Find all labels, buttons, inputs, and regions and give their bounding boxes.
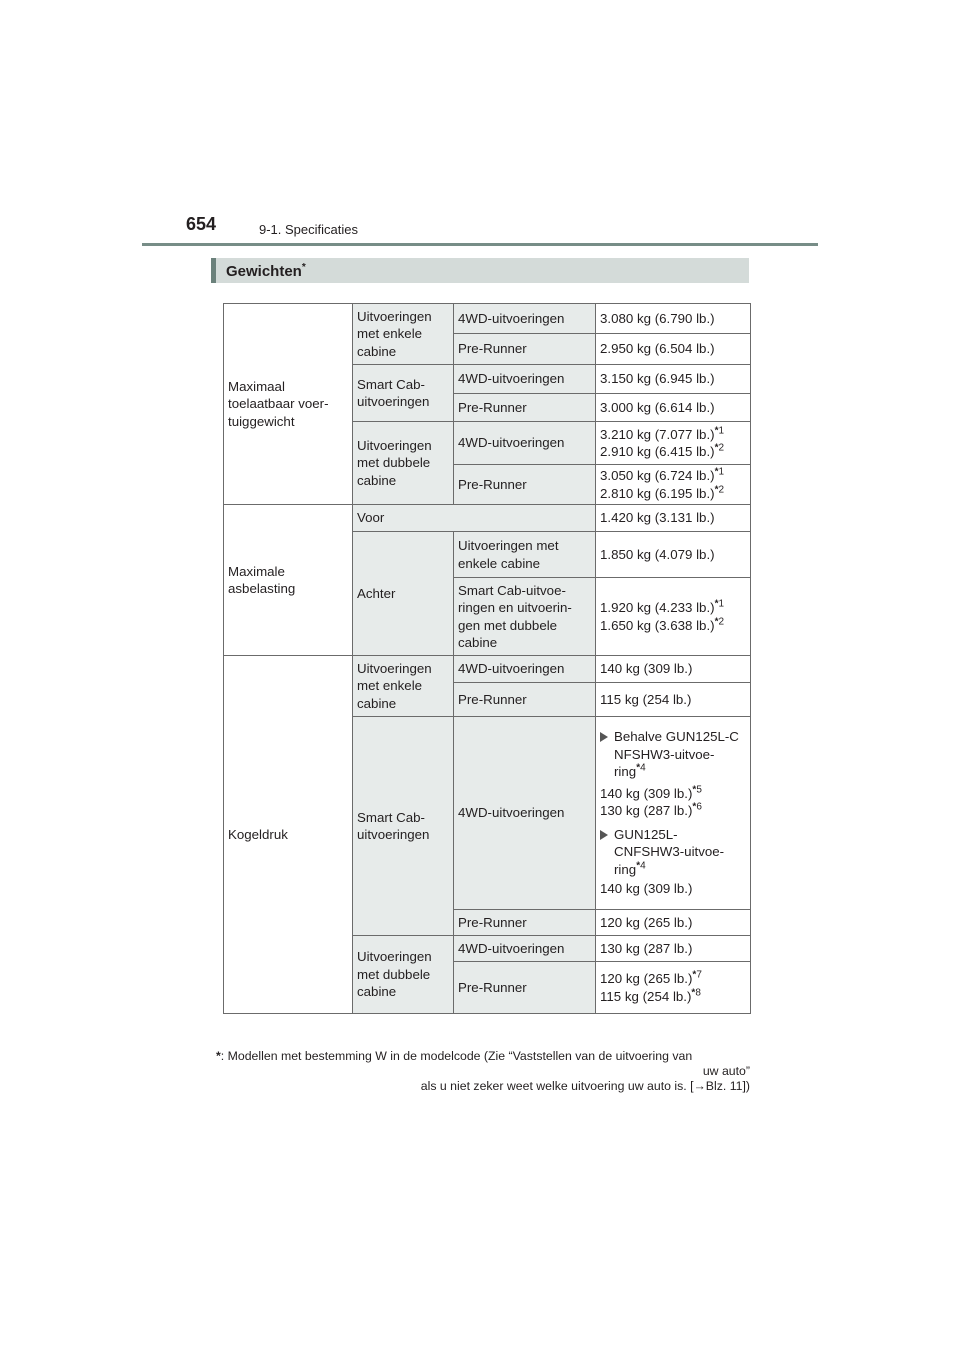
table-cell: 120 kg (265 lb.)$^{*7}$ 115 kg (254 lb.)$^{*8}$ <box>596 962 751 1014</box>
table-cell: 3.210 kg (7.077 lb.)$^{*1}$ 2.910 kg (6.415 lb.)$^{*2}$ <box>596 422 751 465</box>
list-item: Behalve GUN125L-C NFSHW3-uitvoe-ring$^{*4}$ <box>600 728 746 781</box>
page-number: 654 <box>186 214 217 234</box>
table-cell: 4WD-uitvoeringen <box>454 422 596 465</box>
tongue-double-cab: Uitvoeringen met dubbele cabine <box>353 936 454 1014</box>
table-cell: Uitvoeringen met enkele cabine <box>454 532 596 578</box>
table-cell: 1.850 kg (4.079 lb.) <box>596 532 751 578</box>
table-cell: Pre-Runner <box>454 683 596 717</box>
table-cell: 4WD-uitvoeringen <box>454 717 596 910</box>
section-heading <box>211 258 749 283</box>
table-cell: Behalve GUN125L-C NFSHW3-uitvoe-ring$^{*4}$ 140 kg (309 lb.)$^{*5}$ 130 kg (287 lb.)$^{*6}$ GUN125L-CNFSHW3-uitvoe-ring$^{*4}$ 140 kg (309 lb.) <box>596 717 751 910</box>
table-cell: 1.420 kg (3.131 lb.) <box>596 505 751 532</box>
table-cell: 140 kg (309 lb.) <box>596 656 751 683</box>
table-cell: 2.950 kg (6.504 lb.) <box>596 334 751 365</box>
tongue-label: Kogeldruk <box>224 656 353 1014</box>
table-cell: 4WD-uitvoeringen <box>454 936 596 962</box>
table-cell: 3.150 kg (6.945 lb.) <box>596 365 751 394</box>
weights-table <box>223 303 751 1014</box>
asterisk-mark: * <box>216 1049 221 1063</box>
section-title: Gewichten* <box>226 262 306 280</box>
table-cell: Pre-Runner <box>454 465 596 505</box>
axle-rear: Achter <box>353 532 454 656</box>
list-item: GUN125L-CNFSHW3-uitvoe-ring$^{*4}$ <box>600 826 746 879</box>
gvw-smart-cab: Smart Cab-uitvoeringen <box>353 365 454 422</box>
table-cell: 4WD-uitvoeringen <box>454 656 596 683</box>
table-cell: Smart Cab-uitvoe-ringen en uitvoerin-gen met dubbele cabine <box>454 578 596 656</box>
table-cell: 1.920 kg (4.233 lb.)$^{*1}$ 1.650 kg (3.638 lb.)$^{*2}$ <box>596 578 751 656</box>
table-cell: Pre-Runner <box>454 910 596 936</box>
tongue-smart-cab: Smart Cab-uitvoeringen <box>353 717 454 936</box>
footnote: *: Modellen met bestemming W in de modelcode (Zie “Vaststellen van de uitvoering van uw auto” als u niet zeker weet welke uitvoering uw auto is. [→Blz. 11]) <box>216 1049 750 1093</box>
section-label: 9-1. Specificaties <box>259 222 358 237</box>
table-cell: 3.050 kg (6.724 lb.)$^{*1}$ 2.810 kg (6.195 lb.)$^{*2}$ <box>596 465 751 505</box>
table-cell: Pre-Runner <box>454 334 596 365</box>
tongue-single-cab: Uitvoeringen met enkele cabine <box>353 656 454 717</box>
table-cell: 4WD-uitvoeringen <box>454 365 596 394</box>
table-cell: 3.080 kg (6.790 lb.) <box>596 304 751 334</box>
table-row <box>224 505 751 532</box>
table-cell: Pre-Runner <box>454 962 596 1014</box>
gvw-single-cab: Uitvoeringen met enkele cabine <box>353 304 454 365</box>
table-cell: 120 kg (265 lb.) <box>596 910 751 936</box>
gvw-label: Maximaal toelaatbaar voer-tuiggewicht <box>224 304 353 505</box>
table-row <box>224 656 751 683</box>
table-cell: 130 kg (287 lb.) <box>596 936 751 962</box>
triangle-bullet-icon <box>600 830 608 840</box>
table-cell: 4WD-uitvoeringen <box>454 304 596 334</box>
table-cell: Pre-Runner <box>454 394 596 422</box>
axle-label: Maximale asbelasting <box>224 505 353 656</box>
axle-front: Voor <box>353 505 596 532</box>
table-cell: 115 kg (254 lb.) <box>596 683 751 717</box>
asterisk-mark: * <box>301 262 306 273</box>
header-divider <box>142 243 818 246</box>
gvw-double-cab: Uitvoeringen met dubbele cabine <box>353 422 454 505</box>
table-cell: 3.000 kg (6.614 lb.) <box>596 394 751 422</box>
triangle-bullet-icon <box>600 732 608 742</box>
table-row <box>224 304 751 334</box>
